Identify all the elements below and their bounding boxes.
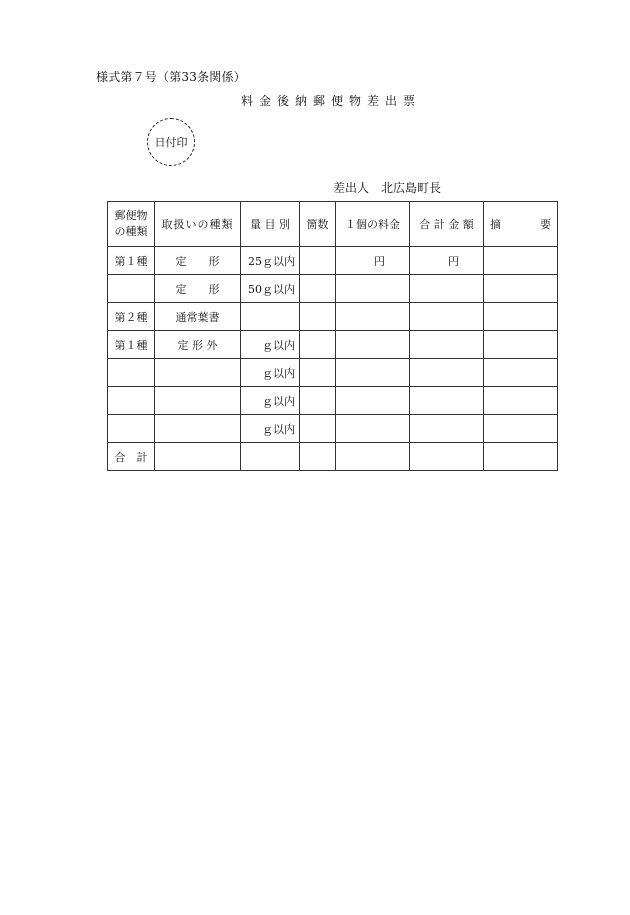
- header-remarks-a: 摘: [490, 218, 501, 231]
- cell-handling: [155, 387, 241, 415]
- cell-unit-fee: [336, 359, 410, 387]
- header-remarks: [484, 202, 558, 247]
- header-remarks-b: 要: [540, 218, 551, 231]
- sender-name: 北広島町長: [381, 181, 442, 195]
- cell-total-amount: [410, 275, 484, 303]
- table-row: [108, 275, 558, 303]
- cell-remarks: [484, 247, 558, 275]
- cell-weight: ｇ以内: [241, 387, 300, 415]
- cell-remarks: [484, 359, 558, 387]
- cell-total-amount: [410, 303, 484, 331]
- cell-weight: [241, 303, 300, 331]
- date-stamp-label: 日付印: [154, 136, 188, 149]
- postal-slip-table: [107, 201, 558, 471]
- cell-mail-type: [108, 359, 155, 387]
- cell-unit-fee: [336, 331, 410, 359]
- cell-remarks: [484, 387, 558, 415]
- cell-weight: 50ｇ以内: [241, 275, 300, 303]
- total-row-cell: [300, 443, 336, 471]
- table-row: [108, 247, 558, 275]
- cell-total-amount: 円: [410, 247, 484, 275]
- table-row: [108, 303, 558, 331]
- header-total-amount: 合 計 金 額: [410, 202, 484, 247]
- cell-count: [300, 303, 336, 331]
- sender-line: [333, 179, 441, 196]
- cell-count: [300, 415, 336, 443]
- cell-unit-fee: 円: [336, 247, 410, 275]
- cell-mail-type: 第１種: [108, 247, 155, 275]
- cell-handling: 定 形 外: [155, 331, 241, 359]
- header-unit-fee: １個の料金: [336, 202, 410, 247]
- table-total-row: [108, 443, 558, 471]
- table-row: [108, 415, 558, 443]
- total-label: 合 計: [108, 443, 155, 471]
- table-row: [108, 359, 558, 387]
- cell-mail-type: [108, 415, 155, 443]
- cell-remarks: [484, 303, 558, 331]
- cell-handling: 定 形: [155, 275, 241, 303]
- cell-remarks: [484, 415, 558, 443]
- total-row-cell: [241, 443, 300, 471]
- date-stamp-circle: [147, 118, 195, 166]
- cell-count: [300, 359, 336, 387]
- cell-unit-fee: [336, 415, 410, 443]
- header-mail-type: [108, 202, 155, 247]
- cell-weight: ｇ以内: [241, 331, 300, 359]
- cell-remarks: [484, 275, 558, 303]
- table-header-row: [108, 202, 558, 247]
- total-row-cell: [410, 443, 484, 471]
- cell-unit-fee: [336, 303, 410, 331]
- header-count: 箇数: [300, 202, 336, 247]
- cell-handling: 定 形: [155, 247, 241, 275]
- header-mail-type-text: 郵便物の種類: [114, 209, 148, 238]
- cell-total-amount: [410, 387, 484, 415]
- table-row: [108, 331, 558, 359]
- cell-unit-fee: [336, 387, 410, 415]
- cell-mail-type: 第２種: [108, 303, 155, 331]
- document-title: 料金後納郵便物差出票: [241, 94, 422, 108]
- cell-count: [300, 275, 336, 303]
- header-weight: 量 目 別: [241, 202, 300, 247]
- cell-total-amount: [410, 415, 484, 443]
- cell-weight: ｇ以内: [241, 359, 300, 387]
- cell-remarks: [484, 331, 558, 359]
- cell-handling: 通常葉書: [155, 303, 241, 331]
- cell-mail-type: 第１種: [108, 331, 155, 359]
- sender-label: 差出人: [333, 181, 370, 195]
- cell-count: [300, 247, 336, 275]
- table-row: [108, 387, 558, 415]
- header-handling: 取扱いの種類: [155, 202, 241, 247]
- cell-count: [300, 331, 336, 359]
- cell-weight: 25ｇ以内: [241, 247, 300, 275]
- cell-handling: [155, 415, 241, 443]
- total-row-cell: [336, 443, 410, 471]
- cell-unit-fee: [336, 275, 410, 303]
- cell-handling: [155, 359, 241, 387]
- total-row-cell: [484, 443, 558, 471]
- cell-total-amount: [410, 359, 484, 387]
- cell-total-amount: [410, 331, 484, 359]
- cell-count: [300, 387, 336, 415]
- form-number-label: 様式第７号（第33条関係）: [96, 70, 246, 84]
- cell-mail-type: [108, 387, 155, 415]
- cell-weight: ｇ以内: [241, 415, 300, 443]
- cell-mail-type: [108, 275, 155, 303]
- total-row-cell: [155, 443, 241, 471]
